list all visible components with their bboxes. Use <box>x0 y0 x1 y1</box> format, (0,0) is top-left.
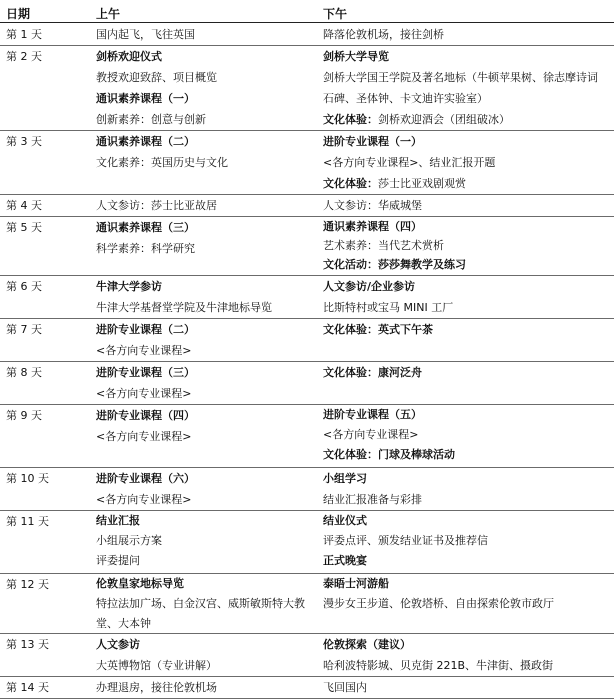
header-am: 上午 <box>96 7 121 21</box>
table-row <box>0 195 614 217</box>
culture-text: 莎士比亚戏剧观赏 <box>378 177 466 190</box>
pm-title: 通识素养课程（四） <box>323 220 422 233</box>
day-label: 第 3 天 <box>6 135 42 148</box>
pm-title: 小组学习 <box>323 472 367 485</box>
pm-text: 哈利波特影城、贝克街 221B、牛津街、摄政街 <box>323 659 554 672</box>
table-row <box>0 46 614 131</box>
table-row <box>0 217 614 276</box>
pm-text: <各方向专业课程>、结业汇报开题 <box>323 156 496 169</box>
culture-label: 文化体验： <box>323 448 378 461</box>
am-text: 大英博物馆（专业讲解） <box>96 659 217 672</box>
culture-label: 文化体验： <box>323 113 378 126</box>
table-row <box>0 276 614 319</box>
pm-text: 结业汇报准备与彩排 <box>323 493 422 506</box>
pm-text: 艺术素养：当代艺术赏析 <box>323 239 444 252</box>
table-row <box>0 511 614 574</box>
day-label: 第 14 天 <box>6 681 49 694</box>
am-title: 结业汇报 <box>96 514 140 527</box>
table-row <box>0 24 614 46</box>
table-row <box>0 362 614 405</box>
day-label: 第 10 天 <box>6 472 49 485</box>
pm-title: 人文参访/企业参访 <box>323 280 416 293</box>
am-title: 进阶专业课程（六） <box>96 472 195 485</box>
am-text: 国内起飞，飞往英国 <box>96 28 195 41</box>
pm-text: 评委点评、颁发结业证书及推荐信 <box>323 534 488 547</box>
am-text: 科学素养：科学研究 <box>96 242 195 255</box>
pm-title: 正式晚宴 <box>323 554 367 567</box>
pm-text: 漫步女王步道、伦敦塔桥、自由探索伦敦市政厅 <box>323 597 554 610</box>
pm-text: 降落伦敦机场，接往剑桥 <box>323 28 444 41</box>
day-label: 第 9 天 <box>6 409 42 422</box>
pm-activity: 文化活动：莎莎舞教学及练习 <box>323 258 466 271</box>
day-label: 第 12 天 <box>6 578 49 591</box>
pm-text: 飞回国内 <box>323 681 367 694</box>
am-title: 伦敦皇家地标导览 <box>96 577 184 590</box>
table-header <box>0 2 614 23</box>
table-row <box>0 574 614 634</box>
am-text: 人文参访：莎士比亚故居 <box>96 199 217 212</box>
day-label: 第 4 天 <box>6 199 42 212</box>
table-row <box>0 405 614 468</box>
pm-title: 泰晤士河游船 <box>323 577 389 590</box>
am-text: <各方向专业课程> <box>96 430 192 443</box>
day-label: 第 7 天 <box>6 323 42 336</box>
am-text: 评委提问 <box>96 554 140 567</box>
culture-label: 文化体验： <box>323 177 378 190</box>
am-text: <各方向专业课程> <box>96 493 192 506</box>
pm-text: 比斯特村或宝马 MINI 工厂 <box>323 301 454 314</box>
am-text: 文化素养：英国历史与文化 <box>96 156 228 169</box>
am-title: 通识素养课程（二） <box>96 135 195 148</box>
pm-text: 剑桥大学国王学院及著名地标（牛顿苹果树、徐志摩诗词石碑、圣体钟、卡文迪许实验室） <box>323 71 598 105</box>
pm-title: 进阶专业课程（一） <box>323 135 422 148</box>
culture-text: 英式下午茶 <box>378 323 433 336</box>
am-title: 进阶专业课程（四） <box>96 409 195 422</box>
am-text: 特拉法加广场、白金汉宫、威斯敏斯特大教堂、大本钟 <box>96 597 305 630</box>
am-text: 教授欢迎致辞、项目概览 <box>96 71 217 84</box>
day-label: 第 6 天 <box>6 280 42 293</box>
culture-text: 剑桥欢迎酒会（团组破冰） <box>378 113 510 126</box>
am-title: 人文参访 <box>96 638 140 651</box>
am-title: 牛津大学参访 <box>96 280 162 293</box>
am-text: <各方向专业课程> <box>96 344 192 357</box>
header-day: 日期 <box>6 7 31 21</box>
table-row <box>0 634 614 677</box>
am-title: 进阶专业课程（三） <box>96 366 195 379</box>
day-label: 第 11 天 <box>6 515 49 528</box>
am-text: 创新素养：创意与创新 <box>96 113 206 126</box>
pm-title: 伦敦探索（建议） <box>323 638 411 651</box>
pm-title: 结业仪式 <box>323 514 367 527</box>
day-label: 第 2 天 <box>6 50 42 63</box>
am-text: 牛津大学基督堂学院及牛津地标导览 <box>96 301 272 314</box>
am-title: 进阶专业课程（二） <box>96 323 195 336</box>
culture-label: 文化体验： <box>323 323 378 336</box>
am-text: <各方向专业课程> <box>96 387 192 400</box>
day-label: 第 8 天 <box>6 366 42 379</box>
am-text: 小组展示方案 <box>96 534 162 547</box>
pm-text: 人文参访：华威城堡 <box>323 199 422 212</box>
pm-text: <各方向专业课程> <box>323 428 419 441</box>
header-pm: 下午 <box>323 7 348 21</box>
table-row <box>0 131 614 195</box>
day-label: 第 13 天 <box>6 638 49 651</box>
table-row <box>0 319 614 362</box>
day-label: 第 1 天 <box>6 28 42 41</box>
pm-title: 进阶专业课程（五） <box>323 408 422 421</box>
culture-label: 文化体验： <box>323 366 378 379</box>
am-title: 通识素养课程（三） <box>96 221 195 234</box>
day-label: 第 5 天 <box>6 221 42 234</box>
am-text: 办理退房，接往伦敦机场 <box>96 681 217 694</box>
table-row <box>0 468 614 511</box>
table-row <box>0 677 614 699</box>
am-title: 剑桥欢迎仪式 <box>96 50 162 63</box>
pm-title: 剑桥大学导览 <box>323 50 389 63</box>
culture-text: 门球及棒球活动 <box>378 448 455 461</box>
am-title: 通识素养课程（一） <box>96 92 195 105</box>
culture-text: 康河泛舟 <box>378 366 422 379</box>
